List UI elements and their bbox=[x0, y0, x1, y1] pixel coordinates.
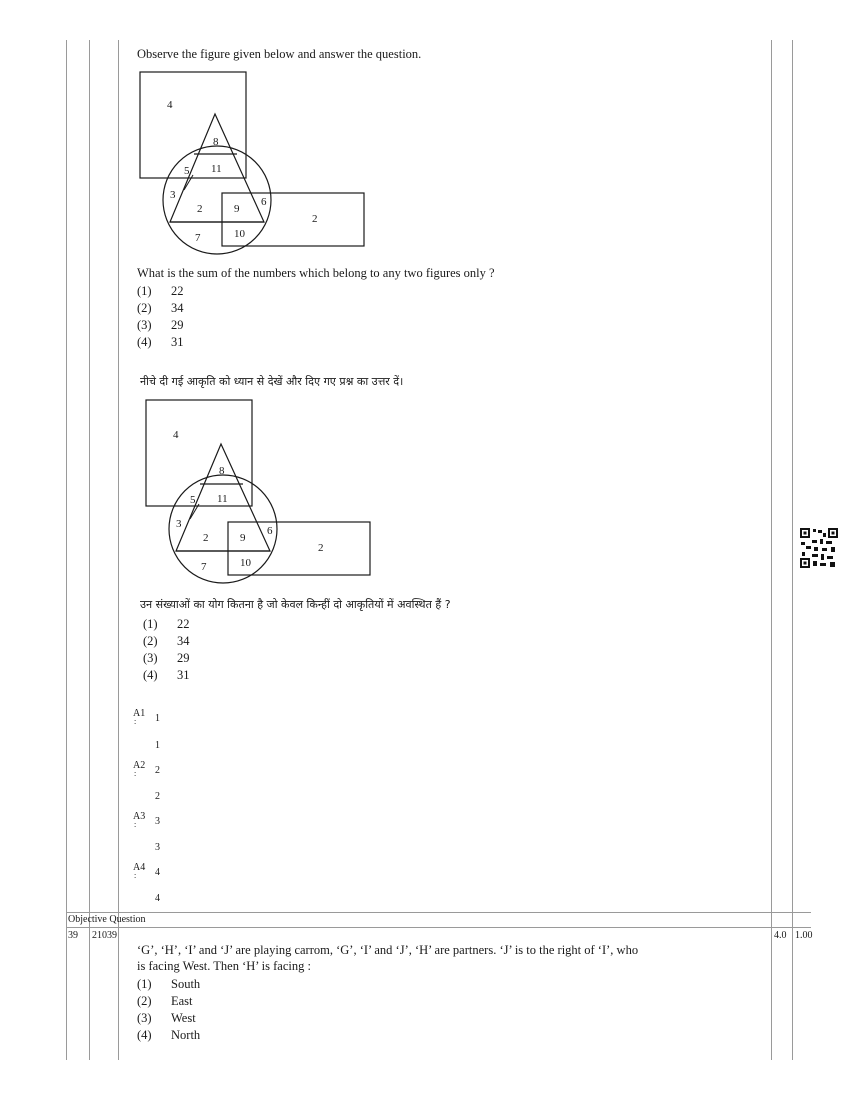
section-divider-top bbox=[66, 912, 811, 913]
svg-text:5: 5 bbox=[190, 494, 196, 506]
answer-label-a1: A1 : bbox=[133, 708, 146, 726]
section-label: Objective Question bbox=[68, 914, 146, 925]
svg-text:9: 9 bbox=[240, 532, 246, 544]
q2-option-4: (4) North bbox=[137, 1028, 201, 1042]
answer-value2-a3: 3 bbox=[155, 842, 160, 853]
answer-value-a4[interactable]: 4 bbox=[155, 867, 160, 878]
venn-figure-en bbox=[137, 70, 372, 255]
option-3-en: (3) 29 bbox=[137, 318, 184, 332]
answer-label-a3: A3 : bbox=[133, 811, 146, 829]
table-border-col2 bbox=[118, 40, 119, 1060]
answer-value-a1[interactable]: 1 bbox=[155, 713, 160, 724]
question-prompt-hi: नीचे दी गई आकृति को ध्यान से देखें और दिए गए प्रश्न का उत्तर दें। bbox=[140, 375, 404, 388]
table-border-col4 bbox=[792, 40, 793, 1060]
fig-num-rect-inner-bottom: 10 bbox=[234, 228, 245, 240]
answer-value2-a1: 1 bbox=[155, 740, 160, 751]
question2-text-line1: ‘G’, ‘H’, ‘I’ and ‘J’ are playing carrom, ‘G’, ‘I’ and ‘J’, ‘H’ are partners. ‘J’ is to the right of ‘I’, who bbox=[137, 943, 639, 957]
answer-label-a4: A4 : bbox=[133, 862, 146, 880]
svg-text:8: 8 bbox=[219, 465, 225, 477]
question2-text-line2: is facing West. Then ‘H’ is facing : bbox=[137, 959, 311, 973]
svg-text:2: 2 bbox=[203, 532, 209, 544]
option-4-en: (4) 31 bbox=[137, 335, 184, 349]
q2-option-2: (2) East bbox=[137, 994, 193, 1008]
q2-option-1: (1) South bbox=[137, 977, 201, 991]
svg-text:11: 11 bbox=[217, 493, 228, 505]
table-border-col1 bbox=[89, 40, 90, 1060]
svg-text:4: 4 bbox=[173, 429, 179, 441]
q2-option-3: (3) West bbox=[137, 1011, 196, 1025]
svg-text:6: 6 bbox=[267, 525, 273, 537]
question-marks: 4.0 bbox=[774, 930, 787, 941]
answer-value-a3[interactable]: 3 bbox=[155, 816, 160, 827]
figure-square bbox=[140, 72, 246, 178]
table-border-left bbox=[66, 40, 67, 1060]
svg-text:2: 2 bbox=[318, 542, 324, 554]
answer-value-a2[interactable]: 2 bbox=[155, 765, 160, 776]
venn-figure-hi bbox=[143, 398, 378, 583]
option-3-hi: (3) 29 bbox=[143, 651, 190, 665]
question-prompt-en: Observe the figure given below and answer the question. bbox=[137, 47, 422, 61]
option-1-en: (1) 22 bbox=[137, 284, 184, 298]
question-id: 21039 bbox=[92, 930, 117, 941]
answer-value2-a2: 2 bbox=[155, 791, 160, 802]
fig-num-circle-left: 3 bbox=[170, 189, 176, 201]
fig-num-square: 4 bbox=[167, 99, 173, 111]
question-negative-marks: 1.00 bbox=[795, 930, 813, 941]
question-serial: 39 bbox=[68, 930, 78, 941]
answer-value2-a4: 4 bbox=[155, 893, 160, 904]
option-2-hi: (2) 34 bbox=[143, 634, 190, 648]
fig-num-circle-bottom: 7 bbox=[195, 232, 201, 244]
fig-num-right-edge: 6 bbox=[261, 196, 267, 208]
answer-label-a2: A2 : bbox=[133, 760, 146, 778]
fig-num-rect: 2 bbox=[312, 213, 318, 225]
question-text-en: What is the sum of the numbers which belong to any two figures only ? bbox=[137, 266, 495, 280]
fig-num-left-overlap: 5 bbox=[184, 165, 190, 177]
fig-num-center-top: 11 bbox=[211, 163, 222, 175]
option-2-en: (2) 34 bbox=[137, 301, 184, 315]
section-divider-bottom bbox=[66, 927, 811, 928]
svg-text:10: 10 bbox=[240, 557, 251, 569]
fig-num-rect-inner-top: 9 bbox=[234, 203, 240, 215]
fig-num-center: 2 bbox=[197, 203, 203, 215]
svg-text:3: 3 bbox=[176, 518, 182, 530]
table-border-col3 bbox=[771, 40, 772, 1060]
qr-code-icon bbox=[800, 528, 838, 568]
option-1-hi: (1) 22 bbox=[143, 617, 190, 631]
question-text-hi: उन संख्याओं का योग कितना है जो केवल किन्हीं दो आकृतियों में अवस्थित हैं ? bbox=[140, 598, 451, 611]
option-4-hi: (4) 31 bbox=[143, 668, 190, 682]
svg-text:7: 7 bbox=[201, 561, 207, 573]
fig-num-triangle-top: 8 bbox=[213, 136, 219, 148]
